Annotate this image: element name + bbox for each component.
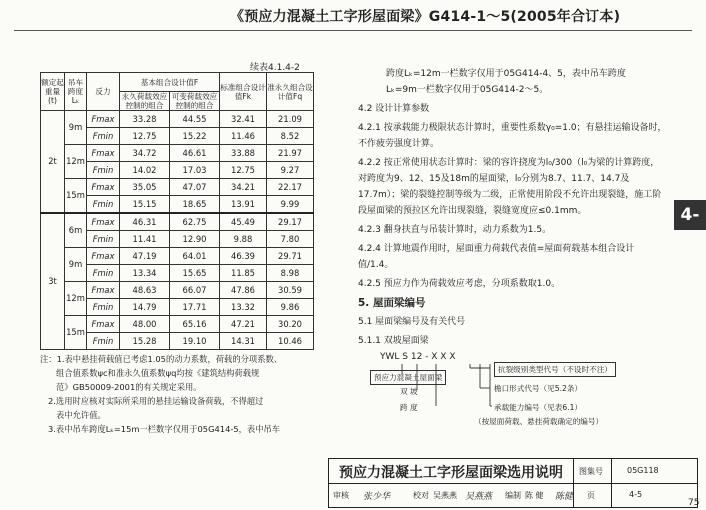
cell-reaction: Fmin xyxy=(87,162,120,179)
section-4-2: 4.2 设计计算参数 xyxy=(358,104,430,114)
section-5-title: 5. 屋面梁编号 xyxy=(358,297,426,309)
cell-standard: 45.49 xyxy=(220,213,267,231)
cell-reaction: Fmax xyxy=(87,111,120,128)
cell-basic-permanent: 14.79 xyxy=(120,299,170,316)
cell-standard: 11.46 xyxy=(220,128,267,145)
cell-basic-permanent: 11.41 xyxy=(120,231,170,248)
table-row xyxy=(41,282,314,299)
note-1c: 范》GB50009-2001的有关规定采用。 xyxy=(56,382,202,392)
title-rule xyxy=(14,30,692,31)
cell-basic-variable: 66.07 xyxy=(170,282,220,299)
note-1a: 注：1.表中悬挂荷载值已考虑1.05的动力系数，荷载的分项系数、 xyxy=(40,354,283,364)
note-1b: 组合值系数ψc和准永久值系数ψq均按《建筑结构荷载规 xyxy=(56,368,260,378)
section-4-2-5: 4.2.5 预应力作为荷载效应考虑，分项系数取1.0。 xyxy=(358,279,561,289)
designer-name: 陈 健 xyxy=(525,491,544,500)
cell-standard: 34.21 xyxy=(220,179,267,196)
cell-basic-permanent: 48.00 xyxy=(120,316,170,333)
table-row xyxy=(41,145,314,162)
cell-standard: 14.31 xyxy=(220,333,267,350)
title-block-col-divider xyxy=(573,459,574,507)
section-5-1-1: 5.1.1 双坡屋面梁 xyxy=(358,336,429,346)
review-label: 审核 xyxy=(333,491,349,500)
cell-standard: 11.85 xyxy=(220,265,267,282)
cell-quasi: 8.52 xyxy=(267,128,314,145)
cell-standard: 13.32 xyxy=(220,299,267,316)
cell-basic-variable: 18.65 xyxy=(170,196,220,214)
title-block-page: 4-5 xyxy=(629,490,643,499)
title-block xyxy=(328,458,698,508)
cell-quasi: 9.27 xyxy=(267,162,314,179)
note-3: 3.表中吊车跨度Lₖ=15m一栏数字仅用于05G414-5，表中吊车 xyxy=(48,424,281,434)
checker-name: 吴燕燕 xyxy=(433,491,457,500)
table-body xyxy=(41,111,314,350)
page-label: 页 xyxy=(587,491,595,500)
cell-quasi: 30.59 xyxy=(267,282,314,299)
table-row xyxy=(41,111,314,128)
cell-basic-permanent: 46.31 xyxy=(120,213,170,231)
side-tab: 4- xyxy=(674,200,706,230)
code-diagram xyxy=(370,352,670,452)
cell-quasi: 21.97 xyxy=(267,145,314,162)
continued-line-2: Lₖ=9m一栏数字仅用于05G414-2～5。 xyxy=(386,85,549,95)
cell-basic-permanent: 14.02 xyxy=(120,162,170,179)
cell-basic-variable: 17.71 xyxy=(170,299,220,316)
cell-basic-variable: 44.55 xyxy=(170,111,220,128)
cell-quasi: 22.17 xyxy=(267,179,314,196)
header-span: 吊车跨度Lₖ xyxy=(65,73,87,111)
check-label: 校对 xyxy=(413,491,429,500)
cell-span: 12m xyxy=(65,282,87,316)
cell-span: 9m xyxy=(65,111,87,145)
header-load-level: 额定起重量(t) xyxy=(41,73,65,111)
cell-basic-permanent: 15.15 xyxy=(120,196,170,214)
cell-quasi: 7.80 xyxy=(267,231,314,248)
cell-quasi: 21.09 xyxy=(267,111,314,128)
table-row xyxy=(41,179,314,196)
section-4-2-2: 4.2.2 按正常使用状态计算时：梁的容许挠度为l₀/300（l₀为梁的计算跨度，对跨度为9、12、15及18m的屋面梁，l₀分别为8.7、11.7、14.7及17.7m）；梁的裂缝控制等级为二级，正常使用阶段不允许出现裂缝，施工阶段屋面梁的预拉区允许出现裂缝，裂缝宽度应≤0.1mm。 xyxy=(358,158,662,216)
cell-reaction: Fmax xyxy=(87,145,120,162)
load-table xyxy=(40,72,314,350)
reviewer-signature: 张少华 xyxy=(363,492,391,502)
cell-basic-variable: 46.61 xyxy=(170,145,220,162)
label-prestressed-beam: 预应力混凝土屋面梁 xyxy=(370,370,446,385)
atlas-number: 05G118 xyxy=(627,466,659,475)
label-capacity-note: （按屋面荷载、悬挂荷载确定的编号） xyxy=(474,417,604,426)
title-block-divider xyxy=(329,483,697,484)
cell-span: 9m xyxy=(65,248,87,282)
cell-standard: 33.88 xyxy=(220,145,267,162)
cell-reaction: Fmin xyxy=(87,299,120,316)
section-4-2-3: 4.2.3 翻身扶直与吊装计算时，动力系数为1.5。 xyxy=(358,225,552,235)
cell-reaction: Fmin xyxy=(87,231,120,248)
cell-span: 12m xyxy=(65,145,87,179)
cell-standard: 13.91 xyxy=(220,196,267,214)
cell-quasi: 29.17 xyxy=(267,213,314,231)
cell-reaction: Fmax xyxy=(87,213,120,231)
cell-basic-variable: 17.03 xyxy=(170,162,220,179)
header-quasi: 准永久组合设计值Fq xyxy=(267,73,314,111)
cell-standard: 12.75 xyxy=(220,162,267,179)
cell-quasi: 29.71 xyxy=(267,248,314,265)
cell-standard: 47.21 xyxy=(220,316,267,333)
cell-basic-permanent: 13.34 xyxy=(120,265,170,282)
table-caption: 续表4.1.4-2 xyxy=(250,63,300,73)
cell-basic-variable: 15.65 xyxy=(170,265,220,282)
cell-reaction: Fmax xyxy=(87,282,120,299)
cell-basic-permanent: 33.28 xyxy=(120,111,170,128)
cell-quasi: 8.98 xyxy=(267,265,314,282)
note-2b: 表中允许值。 xyxy=(56,410,106,420)
cell-basic-variable: 47.07 xyxy=(170,179,220,196)
section-5-1: 5.1 屋面梁编号及有关代号 xyxy=(358,317,466,327)
label-crack-type: 抗裂级别类型代号（不设时不注） xyxy=(494,362,616,377)
code-designation: YWL S 12 - X X X xyxy=(380,352,456,362)
atlas-label: 图集号 xyxy=(579,467,603,476)
cell-basic-variable: 19.10 xyxy=(170,333,220,350)
cell-basic-permanent: 34.72 xyxy=(120,145,170,162)
cell-basic-permanent: 48.63 xyxy=(120,282,170,299)
section-4-2-1: 4.2.1 按承载能力极限状态计算时，重要性系数γ₀=1.0；有悬挂运输设备时，不作疲劳强度计算。 xyxy=(358,123,667,149)
cell-reaction: Fmax xyxy=(87,316,120,333)
title-block-col-divider-2 xyxy=(611,459,612,507)
table-row xyxy=(41,248,314,265)
cell-reaction: Fmin xyxy=(87,196,120,214)
cell-quasi: 10.46 xyxy=(267,333,314,350)
cell-quasi: 30.20 xyxy=(267,316,314,333)
header-reaction: 反力 xyxy=(87,73,120,111)
cell-basic-variable: 12.90 xyxy=(170,231,220,248)
designer-signature: 陈健 xyxy=(555,492,574,502)
cell-span: 6m xyxy=(65,213,87,248)
document-title: 《预应力混凝土工字形屋面梁》G414-1～5(2005年合订本) xyxy=(230,9,621,25)
title-block-main: 预应力混凝土工字形屋面梁选用说明 xyxy=(339,465,563,481)
cell-standard: 32.41 xyxy=(220,111,267,128)
cell-basic-permanent: 35.05 xyxy=(120,179,170,196)
cell-basic-variable: 64.01 xyxy=(170,248,220,265)
label-eave-type: 檐口形式代号（见5.2条） xyxy=(494,384,583,393)
cell-quasi: 9.99 xyxy=(267,196,314,214)
table-row xyxy=(41,213,314,231)
note-2a: 2.选用时应核对实际所采用的悬挂运输设备荷载，不得超过 xyxy=(48,396,264,406)
cell-span: 15m xyxy=(65,179,87,214)
label-double-slope: 双 坡 xyxy=(400,387,418,396)
cell-quasi: 9.86 xyxy=(267,299,314,316)
design-label: 编制 xyxy=(505,491,521,500)
header-standard: 标准组合设计值Fk xyxy=(220,73,267,111)
cell-standard: 9.88 xyxy=(220,231,267,248)
header-permanent-control: 永久荷载效应控制的组合 xyxy=(120,92,170,111)
checker-signature: 吴燕燕 xyxy=(465,492,493,502)
header-basic-group: 基本组合设计值F xyxy=(120,73,220,92)
cell-reaction: Fmax xyxy=(87,179,120,196)
table-row xyxy=(41,316,314,333)
cell-reaction: Fmin xyxy=(87,333,120,350)
cell-basic-permanent: 15.28 xyxy=(120,333,170,350)
cell-basic-variable: 65.16 xyxy=(170,316,220,333)
cell-reaction: Fmax xyxy=(87,248,120,265)
cell-basic-permanent: 47.19 xyxy=(120,248,170,265)
header-variable-control: 可变荷载效应控制的组合 xyxy=(170,92,220,111)
cell-basic-variable: 15.22 xyxy=(170,128,220,145)
cell-tonnage: 3t xyxy=(41,213,65,350)
label-span: 跨 度 xyxy=(400,403,418,412)
cell-basic-permanent: 12.75 xyxy=(120,128,170,145)
cell-tonnage: 2t xyxy=(41,111,65,214)
cell-reaction: Fmin xyxy=(87,265,120,282)
notes xyxy=(40,352,322,436)
label-capacity: 承载能力编号（见表6.1） xyxy=(494,403,583,412)
cell-standard: 46.39 xyxy=(220,248,267,265)
cell-reaction: Fmin xyxy=(87,128,120,145)
cell-standard: 47.86 xyxy=(220,282,267,299)
cell-span: 15m xyxy=(65,316,87,350)
page-number: 75 xyxy=(688,498,700,508)
continued-line-1: 跨度Lₖ=12m一栏数字仅用于05G414-4、5，表中吊车跨度 xyxy=(386,69,626,79)
cell-basic-variable: 62.75 xyxy=(170,213,220,231)
spec-text xyxy=(358,66,668,352)
section-4-2-4: 4.2.4 计算地震作用时，屋面重力荷载代表值=屋面荷载基本组合设计值/1.4。 xyxy=(358,244,635,270)
